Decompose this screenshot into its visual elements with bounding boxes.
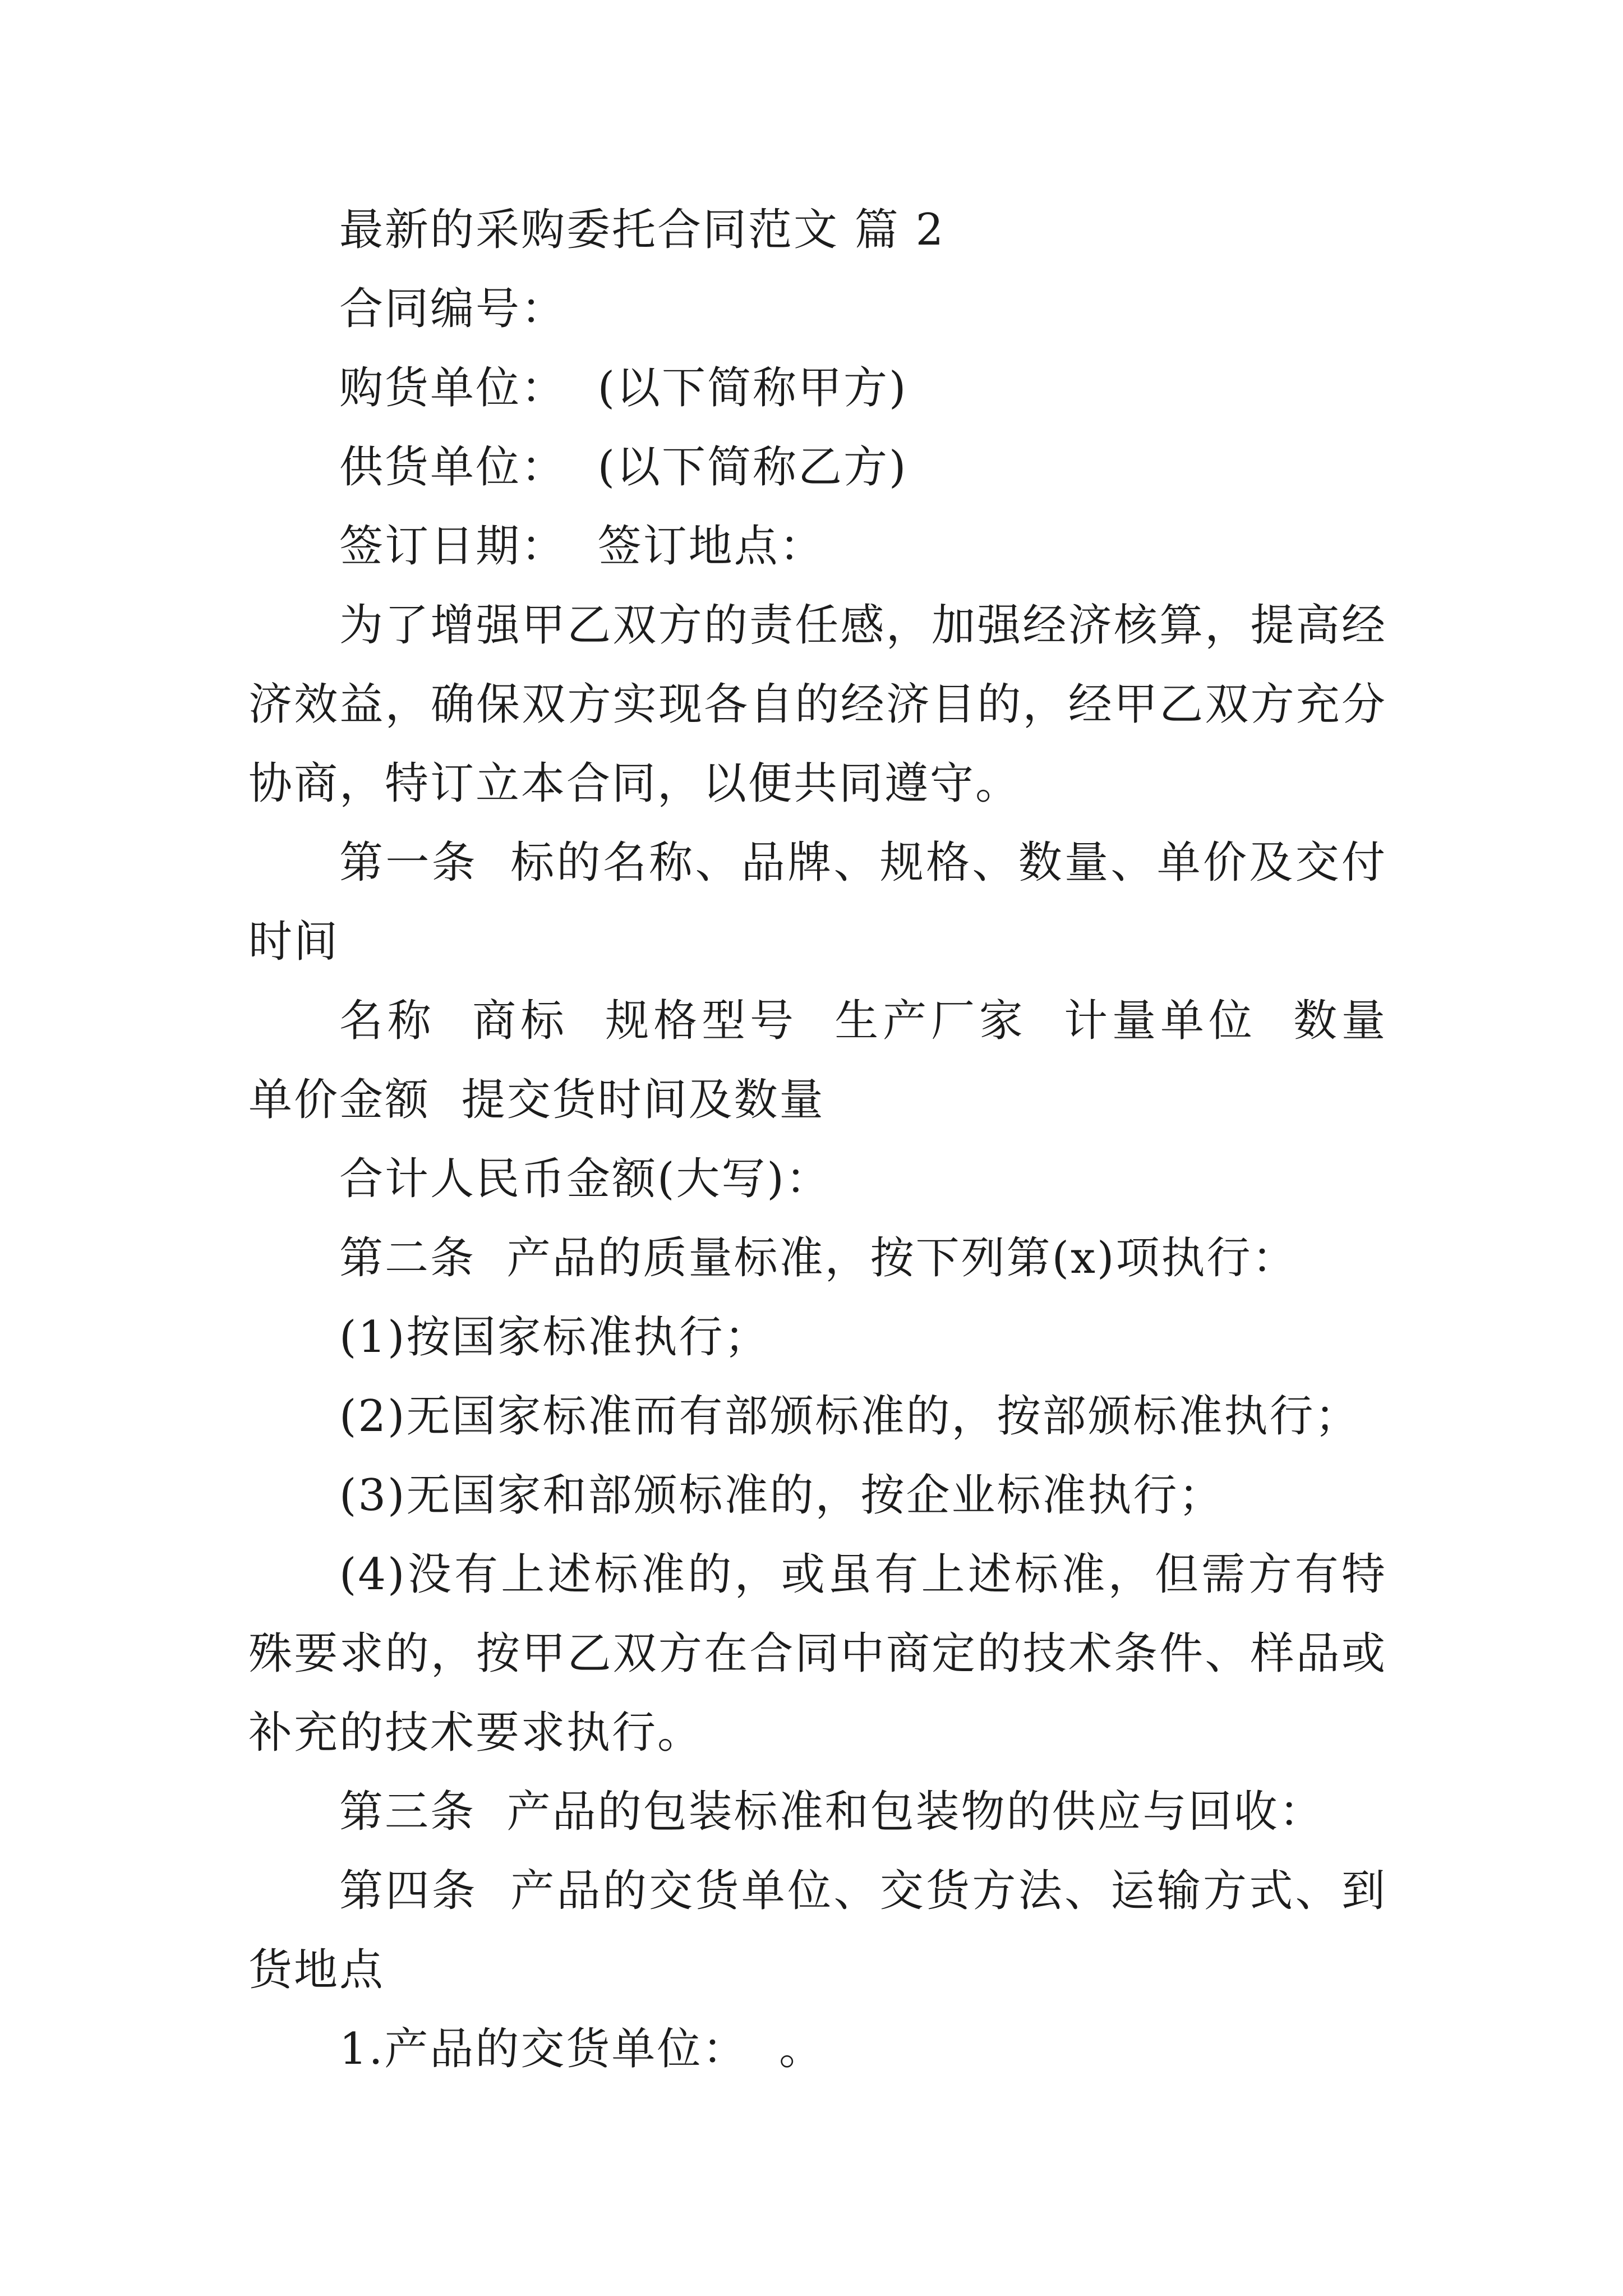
contract-number-line: 合同编号： [339, 284, 567, 334]
total-amount-line: 合计人民币金额(大写)： [339, 1154, 831, 1204]
supplier-line: 供货单位： (以下简称乙方) [339, 442, 908, 493]
article-3-heading: 第三条 产品的包装标准和包装物的供应与回收： [339, 1787, 1325, 1837]
article-2-item-1: (1)按国家标准执行； [339, 1312, 770, 1363]
document-body [248, 191, 1418, 2089]
article-2-item-3: (3)无国家和部颁标准的，按企业标准执行； [339, 1470, 1224, 1521]
article-1-heading: 第一条 标的名称、品牌、规格、数量、单价及交付时间 [248, 838, 1387, 967]
article-4-heading: 第四条 产品的交货单位、交货方法、运输方式、到货地点 [248, 1866, 1387, 1995]
signing-date-place-line: 签订日期： 签订地点： [339, 521, 825, 572]
preamble-paragraph: 为了增强甲乙双方的责任感，加强经济核算，提高经济效益，确保双方实现各自的经济目的，经甲乙双方充分协商，特订立本合同，以便共同遵守。 [248, 600, 1387, 809]
document-title: 最新的采购委托合同范文 篇 2 [339, 205, 946, 255]
article-2-item-4: (4)没有上述标准的，或虽有上述标准，但需方有特殊要求的，按甲乙双方在合同中商定的技术条件、样品或补充的技术要求执行。 [248, 1549, 1387, 1758]
article-2-heading: 第二条 产品的质量标准，按下列第(x)项执行： [339, 1233, 1298, 1283]
article-2-item-2: (2)无国家标准而有部颁标准的，按部颁标准执行； [339, 1391, 1361, 1442]
article-4-item-1: 1.产品的交货单位： 。 [339, 2024, 825, 2074]
buyer-line: 购货单位： (以下简称甲方) [339, 363, 908, 413]
article-1-columns: 名称 商标 规格型号 生产厂家 计量单位 数量 单价金额 提交货时间及数量 [248, 996, 1418, 1125]
